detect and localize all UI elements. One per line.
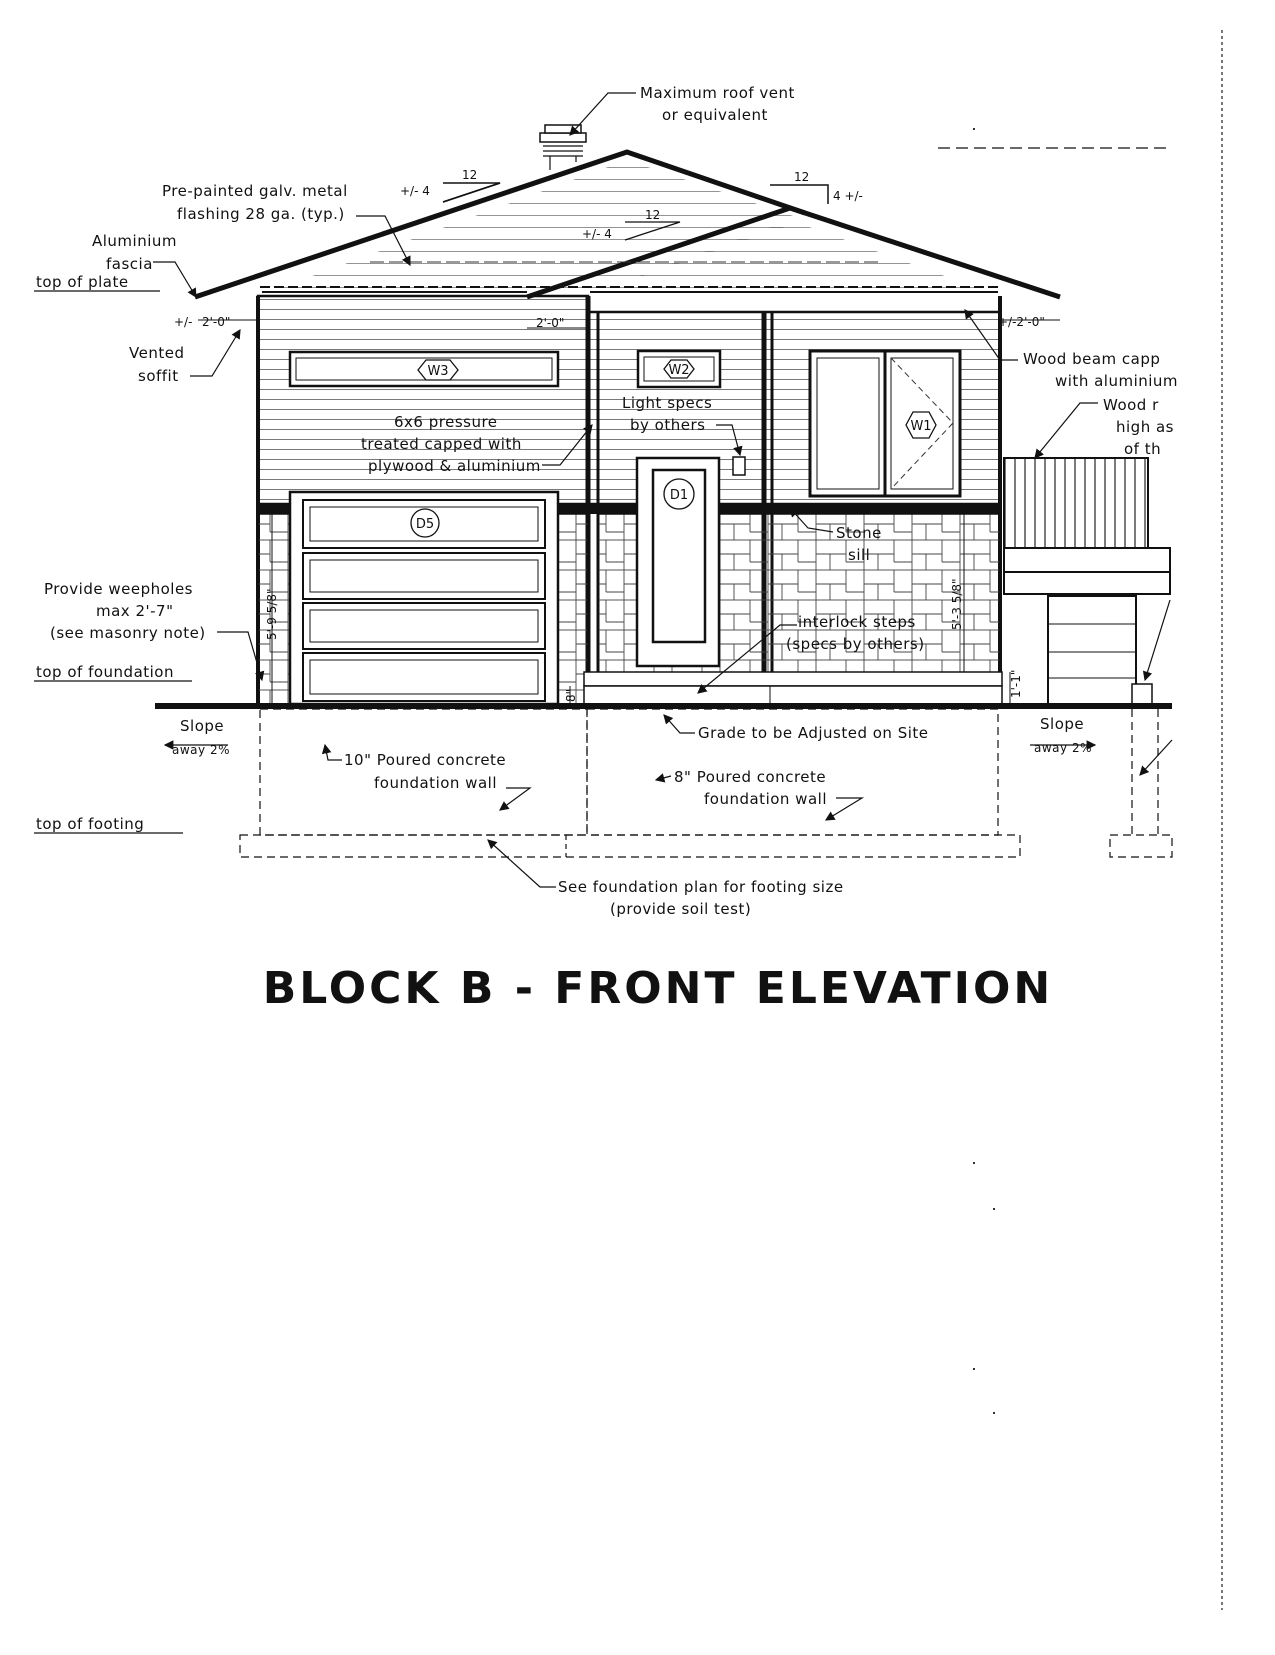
- label-top-of-plate: top of plate: [36, 273, 129, 291]
- dim-step-left: 8": [564, 688, 578, 702]
- tag-w1: W1: [910, 419, 932, 434]
- note-stone-sill: Stone sill: [836, 524, 882, 564]
- note-beam: Wood beam capp with aluminium: [1023, 350, 1179, 390]
- dim-stone-height: 5'-3 5/8": [950, 578, 964, 630]
- note-slope-left: Slope away 2%: [172, 717, 230, 757]
- tag-d1: D1: [669, 488, 689, 503]
- slope-run-a: 12: [462, 168, 478, 182]
- note-steps: interlock steps (specs by others): [786, 613, 925, 653]
- slope-rise-b: 4 +/-: [833, 189, 863, 203]
- label-top-of-foundation: top of foundation: [36, 663, 174, 681]
- slope-run-c: 12: [645, 208, 661, 222]
- light-fixture-icon: [733, 457, 745, 475]
- note-flashing: Pre-painted galv. metal flashing 28 ga. (typ.): [162, 182, 348, 223]
- dim-overhang-right: +/-2'-0": [998, 315, 1045, 329]
- sheet-edge-border: [1221, 30, 1223, 1610]
- note-railing: Wood r high as of th: [1103, 396, 1174, 458]
- note-footing: See foundation plan for footing size (provide soil test): [558, 878, 844, 918]
- note-wall-8: 8" Poured concrete foundation wall: [674, 768, 827, 808]
- drawing-title: BLOCK B - FRONT ELEVATION: [262, 963, 1054, 1014]
- interlock-steps: [584, 672, 1002, 704]
- label-top-of-footing: top of footing: [36, 815, 145, 833]
- roof: [195, 152, 1060, 297]
- dim-garage-height: 5'-9 5/8": [265, 588, 279, 640]
- note-soffit: Vented soffit: [129, 344, 185, 385]
- dim-overhang-left: 2'-0": [202, 315, 231, 329]
- slope-rise-c: +/- 4: [582, 227, 612, 241]
- note-weepholes: Provide weepholes max 2'-7" (see masonry note): [44, 580, 206, 642]
- garage-door-d5: [290, 492, 558, 704]
- roof-vent-icon: [540, 125, 586, 170]
- dim-overhang-mid: 2'-0": [536, 316, 565, 330]
- tag-d5: D5: [415, 517, 435, 532]
- note-roof-vent: Maximum roof vent or equivalent: [640, 84, 795, 124]
- window-w3: [290, 352, 558, 386]
- note-slope-right: Slope away 2%: [1034, 715, 1092, 755]
- grade-and-foundation: [155, 706, 1172, 857]
- front-door-d1: [637, 458, 719, 666]
- note-fascia: Aluminium fascia: [92, 232, 178, 273]
- slope-run-b: 12: [794, 170, 810, 184]
- tag-w2: W2: [668, 363, 690, 378]
- note-light: Light specs by others: [622, 394, 713, 434]
- dim-step-right: 1'-1": [1009, 669, 1023, 698]
- note-grade: Grade to be Adjusted on Site: [698, 724, 929, 742]
- window-w1: [810, 351, 960, 496]
- window-w2: [638, 351, 720, 387]
- note-wall-10: 10" Poured concrete foundation wall: [344, 751, 507, 792]
- slope-rise-a: +/- 4: [400, 184, 430, 198]
- deck: [1004, 458, 1170, 704]
- tag-w3: W3: [427, 364, 449, 379]
- dim-overhang-left-prefix: +/-: [174, 315, 193, 329]
- note-post: 6x6 pressure treated capped with plywood & aluminium: [361, 413, 541, 475]
